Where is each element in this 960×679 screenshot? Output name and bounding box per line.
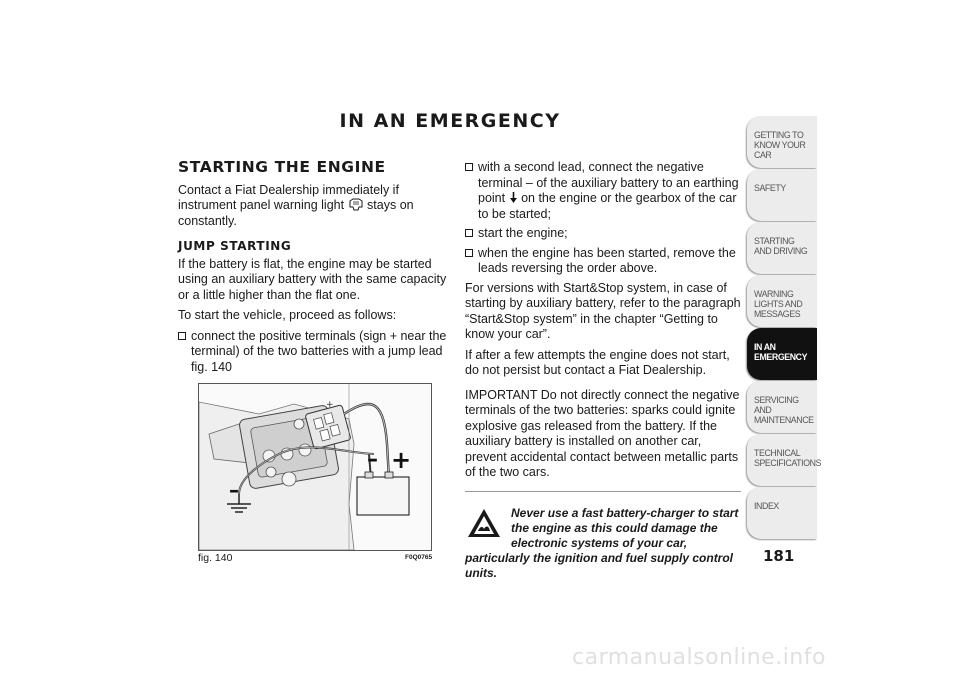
figure-caption: fig. 140 [198,552,233,564]
page-number: 181 [763,547,795,565]
intro-paragraph [178,183,450,230]
checkbox-bullet-icon [178,332,186,340]
bullet-text: connect the positive terminals (sign + near the terminal) of the two batteries with a jump lead fig. 140 [191,328,447,374]
bullet-text-2: on the engine or the gearbox of the car to be started; [478,191,737,221]
section-title: STARTING THE ENGINE [178,158,386,176]
warning-triangle-icon [465,506,503,540]
tab-getting-to-know[interactable]: GETTING TO KNOW YOUR CAR [747,116,817,168]
watermark: carmanualsonline.info [572,645,826,670]
plus-terminal-label: + [391,446,412,474]
tab-servicing[interactable]: SERVICING AND MAINTENANCE [747,381,817,433]
bullet-text: when the engine has been started, remove the leads reversing the order above. [478,245,736,275]
page-title: IN AN EMERGENCY [339,110,561,132]
warning-text: Never use a fast battery-charger to start the engine as this could damage the electronic systems of your car, particularly the ignition and fuel supply control units. [465,505,739,580]
divider [465,491,741,492]
bullet-text: start the engine; [478,226,568,240]
left-column [178,160,450,379]
paragraph: If after a few attempts the engine does not start, do not persist but contact a Fiat Dealership. [465,347,730,377]
engine-warning-light-icon [348,198,364,211]
checkbox-bullet-icon [465,249,473,257]
minus-terminal-label: – [367,447,378,472]
bullet-item [178,329,450,376]
bullet-text-1: with a second lead, connect the negative terminal – of the auxiliary battery to an earthing point [478,160,739,205]
jump-start-illustration [199,384,431,550]
right-column [465,160,741,581]
tab-safety[interactable]: SAFETY [747,169,817,221]
chapter-tabs [747,116,822,540]
paragraph: To start the vehicle, proceed as follows: [178,308,397,322]
figure-140 [198,383,432,551]
small-plus-label: + [326,400,334,410]
paragraph: If the battery is flat, the engine may be started using an auxiliary battery with the same capacity or a little higher than the flat one. [178,256,447,302]
subheading-jump-starting: JUMP STARTING [178,239,292,253]
tab-in-an-emergency[interactable]: IN AN EMERGENCY [747,328,817,380]
intro-text-1: Contact a Fiat Dealership immediately if instrument panel warning light [178,182,399,212]
warning-box [465,506,741,581]
bullet-item [465,226,741,242]
checkbox-bullet-icon [465,163,473,171]
bullet-item [465,246,741,277]
tab-starting-driving[interactable]: STARTING AND DRIVING [747,222,817,274]
minus-earth-label: – [229,478,239,502]
bullet-item [465,160,741,222]
tab-index[interactable]: INDEX [747,487,817,539]
checkbox-bullet-icon [465,229,473,237]
tab-technical[interactable]: TECHNICAL SPECIFICATIONS [747,434,817,486]
tab-warning-lights[interactable]: WARNING LIGHTS AND MESSAGES [747,275,817,327]
important-note: IMPORTANT Do not directly connect the negative terminals of the two batteries: sparks could ignite explosive gas released from the battery. If the auxiliary battery is installed on another car, prevent accidental contact between metallic parts of the two cars. [465,387,740,479]
intro-text-2: stays on constantly. [178,198,414,228]
earth-point-icon [509,192,518,204]
figure-code: F0Q0765 [405,554,433,561]
paragraph: For versions with Start&Stop system, in case of starting by auxiliary battery, refer to the paragraph “Start&Stop system” in the chapter “Getting to know your car”. [465,280,741,341]
